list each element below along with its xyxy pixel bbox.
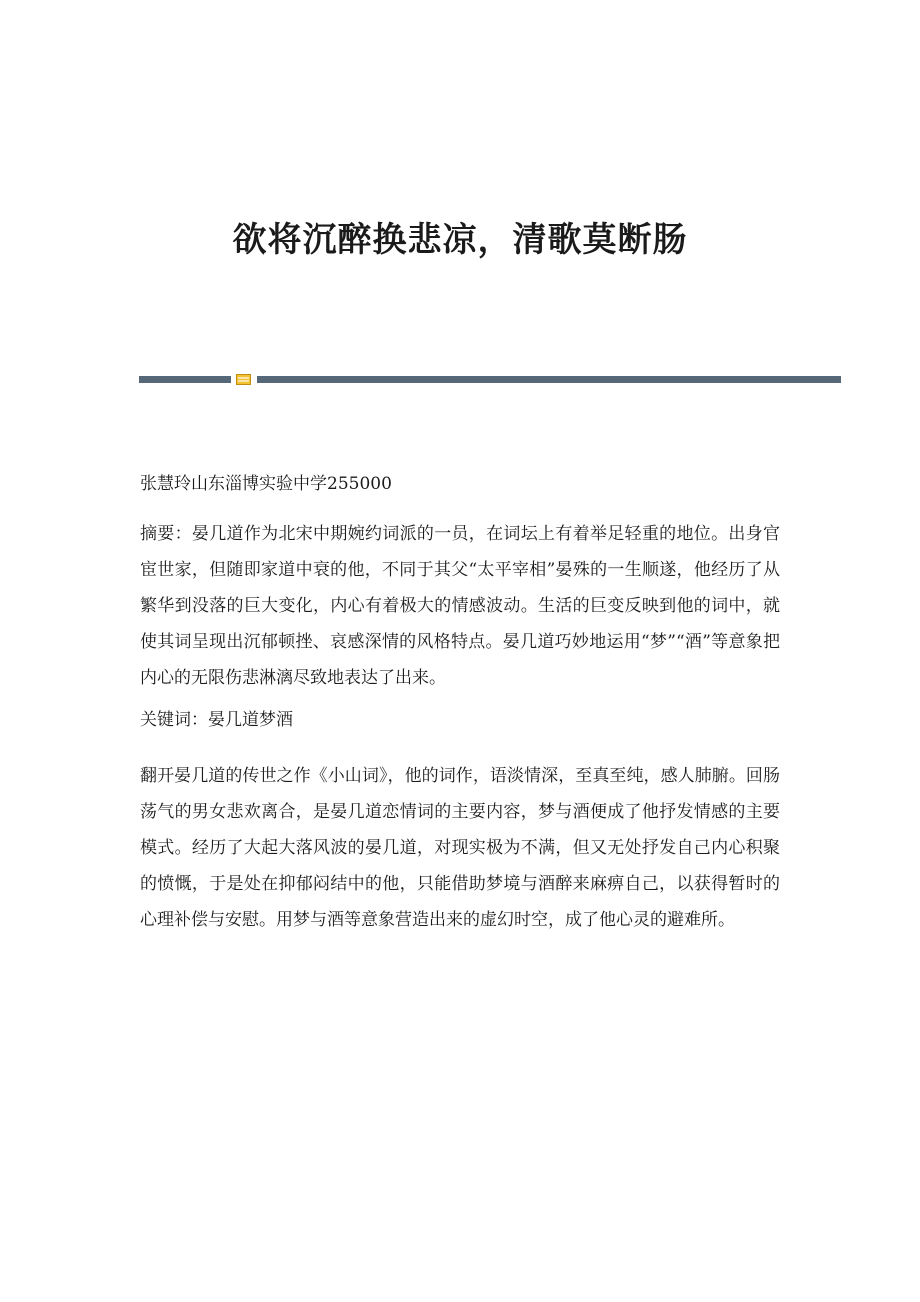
document-body [140,470,780,938]
title-divider [139,374,841,384]
abstract-paragraph: 摘要：晏几道作为北宋中期婉约词派的一员，在词坛上有着举足轻重的地位。出身官宦世家，但随即家道中衰的他，不同于其父“太平宰相”晏殊的一生顺遂，他经历了从繁华到没落的巨大变化，内心有着极大的情感波动。生活的巨变反映到他的词中，就使其词呈现出沉郁顿挫、哀感深情的风格特点。晏几道巧妙地运用“梦”“酒”等意象把内心的无限伤悲淋漓尽致地表达了出来。 [140,524,780,688]
body-paragraph: 翻开晏几道的传世之作《小山词》，他的词作，语淡情深，至真至纯，感人肺腑。回肠荡气的男女悲欢离合，是晏几道恋情词的主要内容，梦与酒便成了他抒发情感的主要模式。经历了大起大落风波的晏几道，对现实极为不满，但又无处抒发自己内心积聚的愤慨，于是处在抑郁闷结中的他，只能借助梦境与酒醉来麻痹自己，以获得暂时的心理补偿与安慰。用梦与酒等意象营造出来的虚幻时空，成了他心灵的避难所。 [140,766,780,930]
keywords-line: 关键词：晏几道梦酒 [140,710,293,730]
book-emblem-icon [236,374,251,385]
divider-right-segment [257,376,841,383]
divider-left-segment [139,376,231,383]
author-line: 张慧玲山东淄博实验中学255000 [140,474,392,494]
document-title: 欲将沉醉换悲凉，清歌莫断肠 [232,220,688,260]
